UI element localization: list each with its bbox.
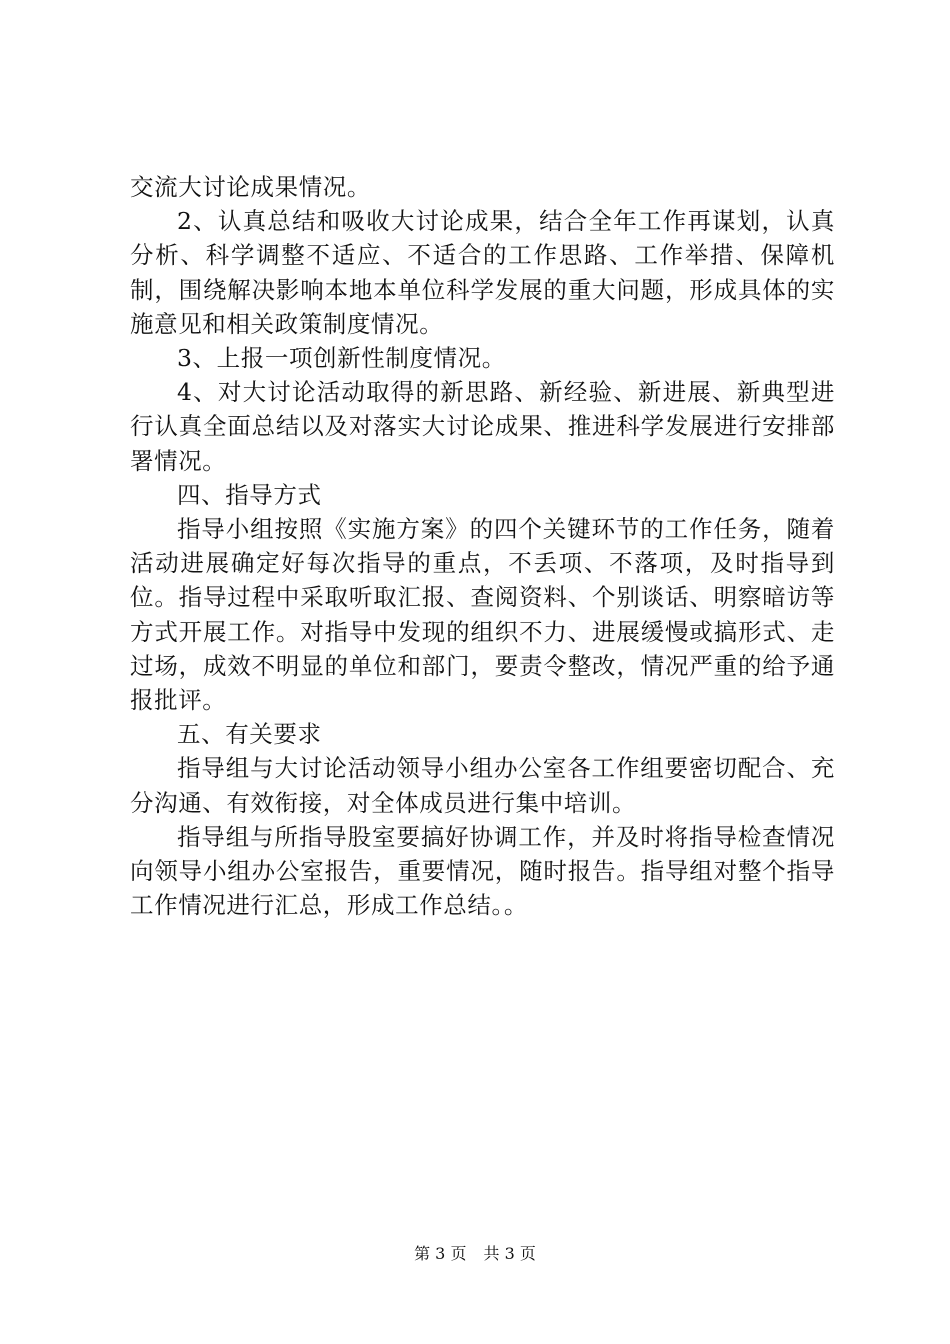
page-footer xyxy=(0,1243,950,1265)
section-heading-guidance-method: 四、指导方式 xyxy=(177,480,322,509)
paragraph-requirements-2: 指导组与所指导股室要搞好协调工作，并及时将指导检查情况向领导小组办公室报告，重要情况，随时报告。指导组对整个指导工作情况进行汇总，形成工作总结。。 xyxy=(130,822,835,920)
paragraph-item-3: 3、上报一项创新性制度情况。 xyxy=(177,344,506,373)
paragraph-continuation: 交流大讨论成果情况。 xyxy=(130,173,371,201)
paragraph-item-2: 2、认真总结和吸收大讨论成果，结合全年工作再谋划，认真分析、科学调整不适应、不适合的工作思路、工作举措、保障机制，围绕解决影响本地本单位科学发展的重大问题，形成具体的实施意见和相关政策制度情况。 xyxy=(130,207,835,338)
page-total: 共 3 页 xyxy=(483,1244,536,1263)
page-number: 第 3 页 xyxy=(414,1244,467,1263)
paragraph-requirements-1: 指导组与大讨论活动领导小组办公室各工作组要密切配合、充分沟通、有效衔接，对全体成员进行集中培训。 xyxy=(130,754,835,817)
section-heading-requirements: 五、有关要求 xyxy=(177,720,322,749)
document-body xyxy=(130,170,835,922)
paragraph-item-4: 4、对大讨论活动取得的新思路、新经验、新进展、新典型进行认真全面总结以及对落实大讨论成果、推进科学发展进行安排部署情况。 xyxy=(130,378,835,475)
paragraph-guidance-method: 指导小组按照《实施方案》的四个关键环节的工作任务，随着活动进展确定好每次指导的重点，不丢项、不落项，及时指导到位。指导过程中采取听取汇报、查阅资料、个别谈话、明察暗访等方式开展工作。对指导中发现的组织不力、进展缓慢或搞形式、走过场，成效不明显的单位和部门，要责令整改，情况严重的给予通报批评。 xyxy=(130,515,835,715)
